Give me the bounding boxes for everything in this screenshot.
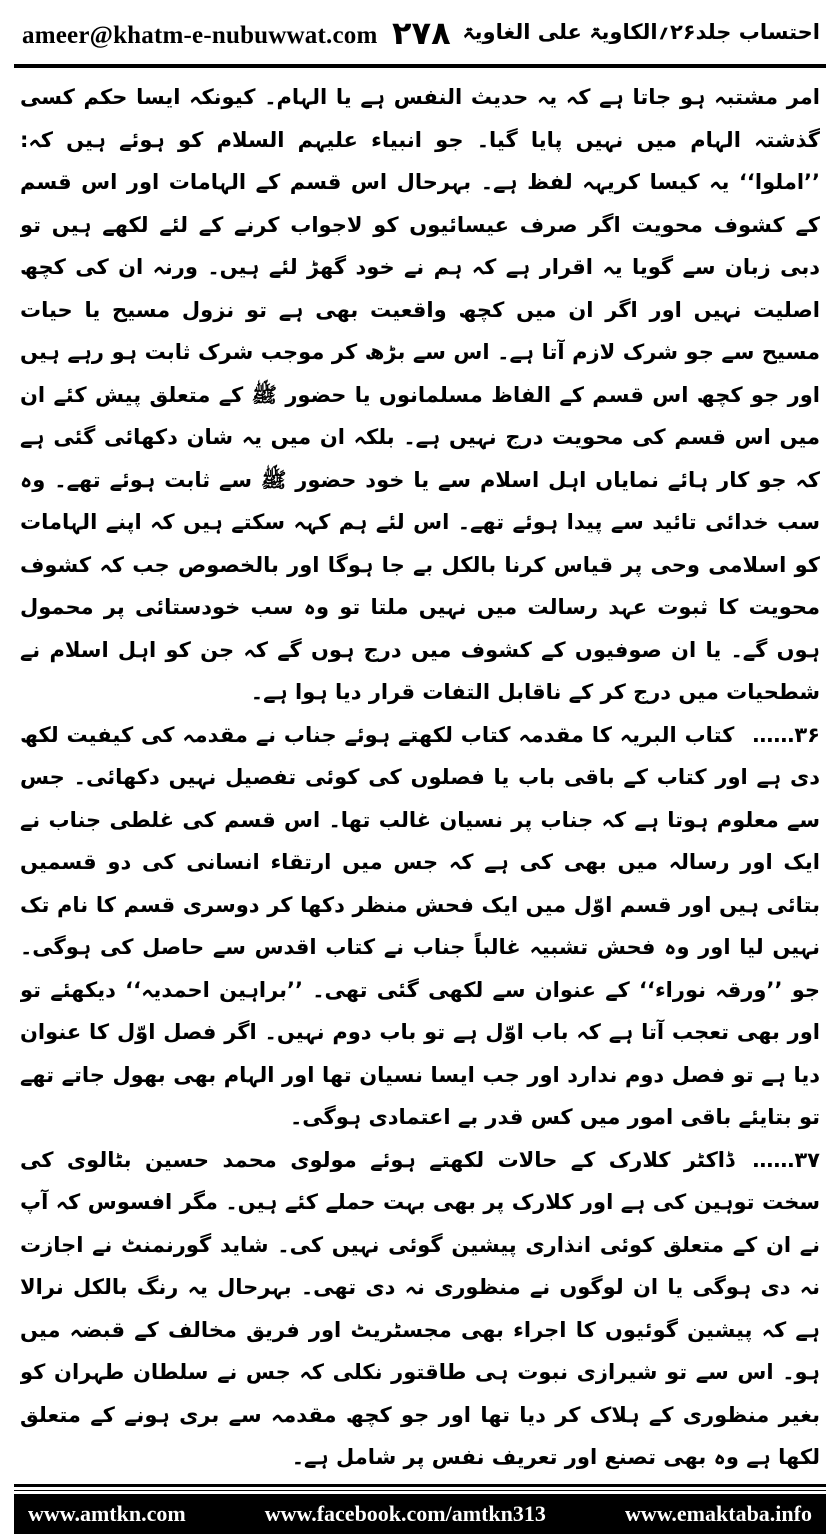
footer-divider [14, 1484, 826, 1487]
book-title: احتساب جلد۲۶؍الکاویۃ علی الغاویۃ [462, 20, 820, 44]
footer-divider-thin [14, 1490, 826, 1491]
page-header [14, 8, 826, 62]
header-email[interactable]: ameer@khatm-e-nubuwwat.com [22, 22, 378, 49]
footer-link-emaktaba[interactable]: www.emaktaba.info [624, 1501, 812, 1526]
paragraph-text: کتاب البریہ کا مقدمہ کتاب لکھتے ہوئے جناب نے مقدمہ کی کیفیت لکھ دی ہے اور کتاب کے باقی باب یا فصلوں کی کوئی تفصیل نہیں دکھائی۔ جس سے معلوم ہوتا ہے کہ جناب پر نسیان غالب تھا۔ اس قسم کی غلطی جناب نے ایک اور رسالہ میں بھی کی ہے کہ جس میں ارتقاء انسانی کی دو قسمیں بتائی ہیں اور قسم اوّل میں ایک فحش منظر دکھا کر دوسری قسم کا نام تک نہیں لیا اور وہ فحش تشبیہ غالباً جناب نے کتاب اقدس سے حاصل کی ہوگی۔ جو ’’ورقہ نوراء‘‘ کے عنوان سے لکھی گئی تھی۔ ’’براہین احمدیہ‘‘ دیکھئے تو اور بھی تعجب آتا ہے کہ باب اوّل ہے تو باب دوم نہیں۔ اگر فصل اوّل کا عنوان دیا ہے تو فصل دوم ندارد اور جب ایسا نسیان تھا اور الہام بھی بھول جاتے تھے تو بتایئے باقی امور میں کس قدر بے اعتمادی ہوگی۔ [20, 722, 820, 1129]
paragraph-text: امر مشتبہ ہو جاتا ہے کہ یہ حدیث النفس ہے یا الہام۔ کیونکہ ایسا حکم کسی گذشتہ الہام میں نہیں پایا گیا۔ جو انبیاء علیہم السلام کو ہوئے ہیں کہ: ’’املوا‘‘ یہ کیسا کریہہ لفظ ہے۔ بہرحال اس قسم کے الہامات اور اس قسم کے کشوف محویت اگر صرف عیسائیوں کو لاجواب کرنے کے لئے لکھے ہیں تو دبی زبان سے گویا یہ اقرار ہے کہ ہم نے خود گھڑ لئے ہیں۔ ورنہ ان کی کچھ اصلیت نہیں اور اگر ان میں کچھ واقعیت بھی ہے تو نزول مسیح یا حیات مسیح سے جو شرک لازم آتا ہے۔ اس سے بڑھ کر موجب شرک ثابت ہو رہے ہیں اور جو کچھ اس قسم کے الفاظ مسلمانوں یا حضور ﷺ کے متعلق پیش کئے ان میں اس قسم کی محویت درج نہیں ہے۔ بلکہ ان میں یہ شان دکھائی گئی ہے کہ جو کار ہائے نمایاں اہل اسلام سے یا خود حضور ﷺ سے ثابت ہوئے تھے۔ وہ سب خدائی تائید سے پیدا ہوئے تھے۔ اس لئے ہم کہہ سکتے ہیں کہ اپنے الہامات کو اسلامی وحی پر قیاس کرنا بالکل بے جا ہوگا اور بالخصوص جب کہ کشوف محویت کا ثبوت عہد رسالت میں نہیں ملتا تو وہ سب خودستائی پر محمول ہوں گے۔ یا ان صوفیوں کے کشوف میں درج ہوں گے کہ جن کو اہل اسلام نے شطحیات میں درج کر کے ناقابل التفات قرار دیا ہوا ہے۔ [20, 85, 820, 704]
footer-link-facebook[interactable]: www.facebook.com/amtkn313 [264, 1501, 546, 1526]
paragraph [20, 76, 820, 714]
footer-bar [14, 1494, 826, 1534]
header-divider [14, 64, 826, 68]
page-body [20, 76, 820, 1478]
numbered-paragraph [20, 1139, 820, 1479]
item-number: ۳۶…… [752, 722, 820, 747]
numbered-paragraph [20, 714, 820, 1139]
item-number: ۳۷…… [752, 1147, 820, 1172]
footer-link-amtkn[interactable]: www.amtkn.com [28, 1501, 186, 1526]
page-number: ۲۷۸ [392, 14, 451, 52]
paragraph-text: ڈاکٹر کلارک کے حالات لکھتے ہوئے مولوی محمد حسین بٹالوی کی سخت توہین کی ہے اور کلارک پر بھی بہت حملے کئے ہیں۔ مگر افسوس کہ آپ نے ان کے متعلق کوئی انذاری پیشین گوئی نہیں کی۔ شاید گورنمنٹ نے اجازت نہ دی ہوگی یا ان لوگوں نے منظوری نہ دی تھی۔ بہرحال یہ رنگ بالکل نرالا ہے کہ پیشین گوئیوں کا اجراء بھی مجسٹریٹ اور فریق مخالف کے قبضہ میں ہو۔ اس سے تو شیرازی نبوت ہی طاقتور نکلی کہ جس نے سلطان طہران کو بغیر منظوری کے ہلاک کر دیا تھا اور جو کچھ مقدمہ سے بری ہونے کے متعلق لکھا ہے وہ بھی تصنع اور تعریف نفس پر شامل ہے۔ [20, 1147, 820, 1469]
